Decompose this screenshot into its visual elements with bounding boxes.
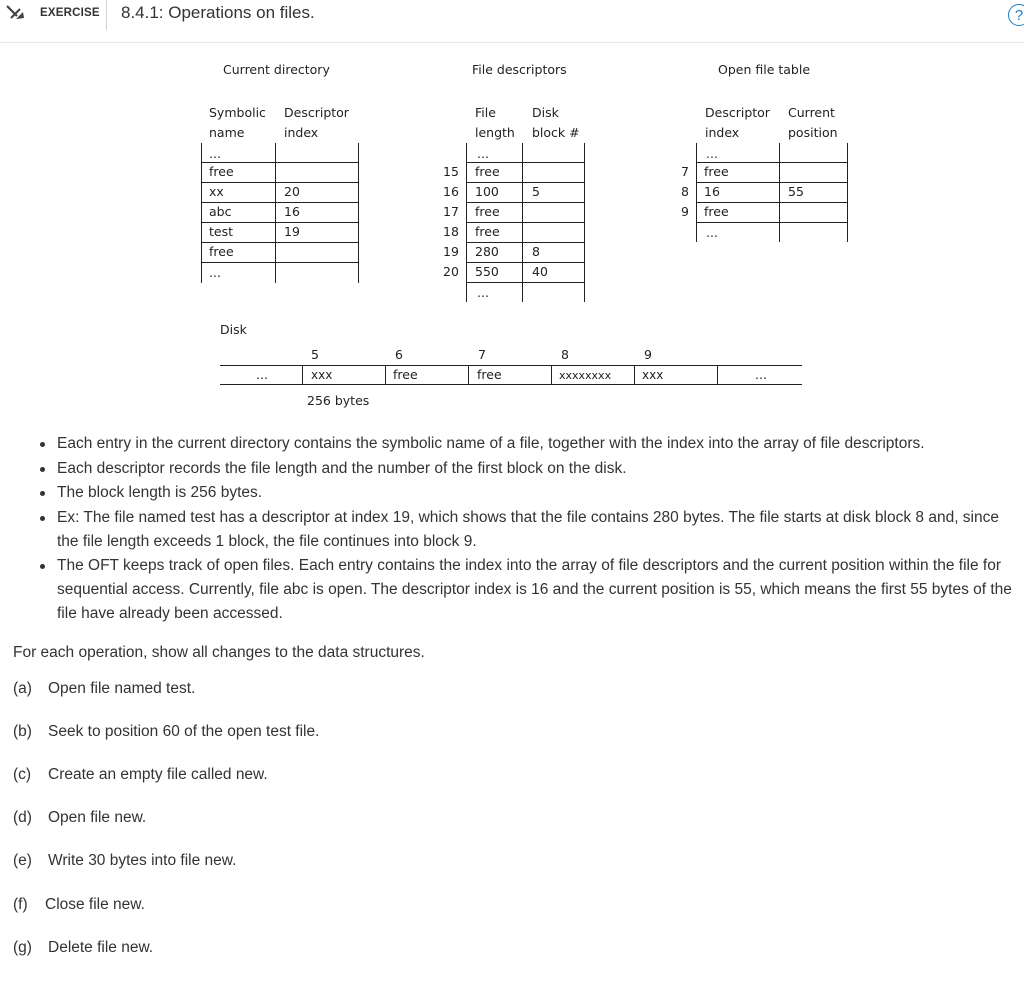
fd-row-number: 17 bbox=[443, 204, 459, 219]
cd-index-cell: 20 bbox=[284, 184, 300, 199]
bullet-icon bbox=[40, 564, 45, 569]
disk-top-line bbox=[220, 365, 802, 366]
cd-index-cell: 19 bbox=[284, 224, 300, 239]
cd-col1-header-line2: name bbox=[209, 125, 245, 140]
list-item-text: Each descriptor records the file length and the number of the first block on the disk. bbox=[57, 459, 627, 477]
oft-index-cell: free bbox=[704, 164, 729, 179]
question-label: (c) bbox=[13, 766, 32, 783]
list-item-text: Each entry in the current directory contains the symbolic name of a file, together with the index into the array of file descriptors. bbox=[57, 435, 925, 452]
exercise-title: 8.4.1: Operations on files. bbox=[121, 3, 315, 22]
disk-block-number: 9 bbox=[644, 347, 652, 362]
cd-name-cell: free bbox=[209, 164, 234, 179]
oft-col2-header-line2: position bbox=[788, 125, 838, 140]
disk-block-number: 7 bbox=[478, 347, 486, 362]
disk-block-number: 6 bbox=[395, 347, 403, 362]
cd-col2-header-line2: index bbox=[284, 125, 319, 140]
help-icon[interactable]: ? bbox=[1008, 4, 1024, 26]
question-text: Create an empty file called new. bbox=[48, 766, 268, 783]
oft-position-cell: 55 bbox=[788, 184, 804, 199]
disk-cell: ... bbox=[256, 367, 268, 382]
oft-border-mid bbox=[779, 143, 780, 242]
oft-col2-header-line1: Current bbox=[788, 105, 835, 120]
disk-title: Disk bbox=[220, 322, 247, 337]
cd-row-line bbox=[201, 182, 359, 183]
oft-border-left bbox=[696, 143, 697, 242]
disk-block-number: 5 bbox=[311, 347, 319, 362]
oft-index-cell: 16 bbox=[704, 184, 720, 199]
list-item bbox=[38, 457, 1018, 481]
cd-name-cell: abc bbox=[209, 204, 232, 219]
question-label: (f) bbox=[13, 896, 28, 913]
fd-row-number: 15 bbox=[443, 164, 459, 179]
question-item bbox=[13, 766, 268, 784]
fd-row-line bbox=[466, 282, 585, 283]
disk-bottom-line bbox=[220, 384, 802, 385]
cd-name-cell: xx bbox=[209, 184, 224, 199]
exercise-header bbox=[0, 0, 1024, 43]
fd-row-line bbox=[466, 222, 585, 223]
question-item bbox=[13, 809, 146, 827]
question-label: (a) bbox=[13, 680, 32, 697]
disk-block-size-label: 256 bytes bbox=[307, 393, 370, 408]
cd-index-cell: 16 bbox=[284, 204, 300, 219]
question-item bbox=[13, 852, 236, 870]
fd-row-number: 18 bbox=[443, 224, 459, 239]
oft-row-line bbox=[696, 202, 848, 203]
instructions: For each operation, show all changes to the data structures. bbox=[13, 644, 425, 661]
fd-col1-header-line2: length bbox=[475, 125, 515, 140]
disk-block-number: 8 bbox=[561, 347, 569, 362]
question-text: Delete file new. bbox=[48, 939, 154, 956]
fd-row-line bbox=[466, 162, 585, 163]
oft-row-line bbox=[696, 182, 848, 183]
fd-row-line bbox=[466, 262, 585, 263]
cd-row-line bbox=[201, 222, 359, 223]
disk-cell: free bbox=[477, 367, 502, 382]
question-text: Open file named test. bbox=[48, 680, 196, 697]
fd-length-cell: 550 bbox=[475, 264, 499, 279]
oft-row-number: 9 bbox=[681, 204, 689, 219]
fd-length-cell: free bbox=[475, 164, 500, 179]
question-label: (e) bbox=[13, 852, 32, 869]
bullet-icon bbox=[40, 491, 45, 496]
cd-row-line bbox=[201, 162, 359, 163]
open-file-table-title: Open file table bbox=[718, 62, 811, 77]
disk-block-divider bbox=[385, 365, 386, 385]
bullet-icon bbox=[40, 467, 45, 472]
disk-block-divider bbox=[302, 365, 303, 385]
cd-name-cell: test bbox=[209, 224, 234, 239]
fd-length-cell: 280 bbox=[475, 244, 499, 259]
oft-index-cell: ... bbox=[706, 225, 718, 240]
oft-row-line bbox=[696, 222, 848, 223]
fd-row-number: 16 bbox=[443, 184, 459, 199]
list-item bbox=[38, 481, 1018, 505]
fd-block-cell: 8 bbox=[532, 244, 540, 259]
question-item bbox=[13, 723, 319, 741]
bullet-icon bbox=[40, 442, 45, 447]
question-label: (g) bbox=[13, 939, 32, 956]
question-item bbox=[13, 896, 145, 914]
question-label: (d) bbox=[13, 809, 32, 826]
fd-length-cell: 100 bbox=[475, 184, 499, 199]
oft-index-cell: ... bbox=[706, 146, 718, 161]
disk-block-divider bbox=[634, 365, 635, 385]
oft-index-cell: free bbox=[704, 204, 729, 219]
disk-cell: xxxxxxxx bbox=[559, 369, 612, 382]
disk-cell: ... bbox=[755, 367, 767, 382]
fd-row-number: 19 bbox=[443, 244, 459, 259]
fd-length-cell: ... bbox=[477, 285, 489, 300]
oft-row-line bbox=[696, 162, 848, 163]
list-item-text: The block length is 256 bytes. bbox=[57, 484, 263, 501]
cd-name-cell: free bbox=[209, 244, 234, 259]
question-text: Open file new. bbox=[48, 809, 147, 826]
fd-length-cell: free bbox=[475, 224, 500, 239]
exercise-label: EXERCISE bbox=[40, 7, 100, 19]
disk-cell: free bbox=[393, 367, 418, 382]
fd-row-line bbox=[466, 242, 585, 243]
fd-row-line bbox=[466, 182, 585, 183]
file-descriptors-title: File descriptors bbox=[472, 62, 567, 77]
cd-row-line bbox=[201, 242, 359, 243]
fd-row-number: 20 bbox=[443, 264, 459, 279]
cd-col1-header-line1: Symbolic bbox=[209, 105, 266, 120]
explanation-list bbox=[38, 432, 1018, 627]
fd-col2-header-line2: block # bbox=[532, 125, 580, 140]
list-item bbox=[38, 554, 1018, 626]
cd-name-cell: ... bbox=[209, 265, 221, 280]
fd-block-cell: 5 bbox=[532, 184, 540, 199]
list-item bbox=[38, 506, 1018, 554]
disk-cell: xxx bbox=[642, 368, 664, 382]
fd-col2-header-line1: Disk bbox=[532, 105, 559, 120]
disk-block-divider bbox=[551, 365, 552, 385]
list-item bbox=[38, 432, 1018, 456]
fd-length-cell: ... bbox=[477, 146, 489, 161]
question-text: Write 30 bytes into file new. bbox=[48, 852, 237, 869]
question-text: Close file new. bbox=[45, 896, 145, 913]
bullet-icon bbox=[40, 516, 45, 521]
cd-name-cell: ... bbox=[209, 146, 221, 161]
disk-block-divider bbox=[717, 365, 718, 385]
question-item bbox=[13, 680, 195, 698]
oft-col1-header-line1: Descriptor bbox=[705, 105, 770, 120]
fd-length-cell: free bbox=[475, 204, 500, 219]
question-label: (b) bbox=[13, 723, 32, 740]
fd-row-line bbox=[466, 202, 585, 203]
list-item-text: Ex: The file named test has a descriptor at index 19, which shows that the file contains 280 bytes. The file starts at disk block 8 and, since the file length exceeds 1 block, the file continues into block 9. bbox=[57, 508, 999, 550]
question-text: Seek to position 60 of the open test file. bbox=[48, 723, 320, 740]
disk-block-divider bbox=[468, 365, 469, 385]
current-directory-title: Current directory bbox=[223, 62, 330, 77]
oft-border-right bbox=[847, 143, 848, 242]
oft-row-number: 7 bbox=[681, 164, 689, 179]
cd-row-line bbox=[201, 202, 359, 203]
fd-col1-header-line1: File bbox=[475, 105, 496, 120]
fd-block-cell: 40 bbox=[532, 264, 548, 279]
oft-row-number: 8 bbox=[681, 184, 689, 199]
oft-col1-header-line2: index bbox=[705, 125, 740, 140]
list-item-text: The OFT keeps track of open files. Each entry contains the index into the array of file descriptors and the current position within the file for sequential access. Currently, file abc is open. The descriptor index is 16 and the current position is 55, which means the first 55 bytes of the file have already been accessed. bbox=[57, 557, 1012, 622]
header-divider bbox=[106, 0, 107, 30]
cd-row-line bbox=[201, 262, 359, 263]
cd-col2-header-line1: Descriptor bbox=[284, 105, 349, 120]
question-item bbox=[13, 939, 153, 957]
disk-cell: xxx bbox=[311, 368, 333, 382]
exercise-icon bbox=[4, 2, 26, 24]
